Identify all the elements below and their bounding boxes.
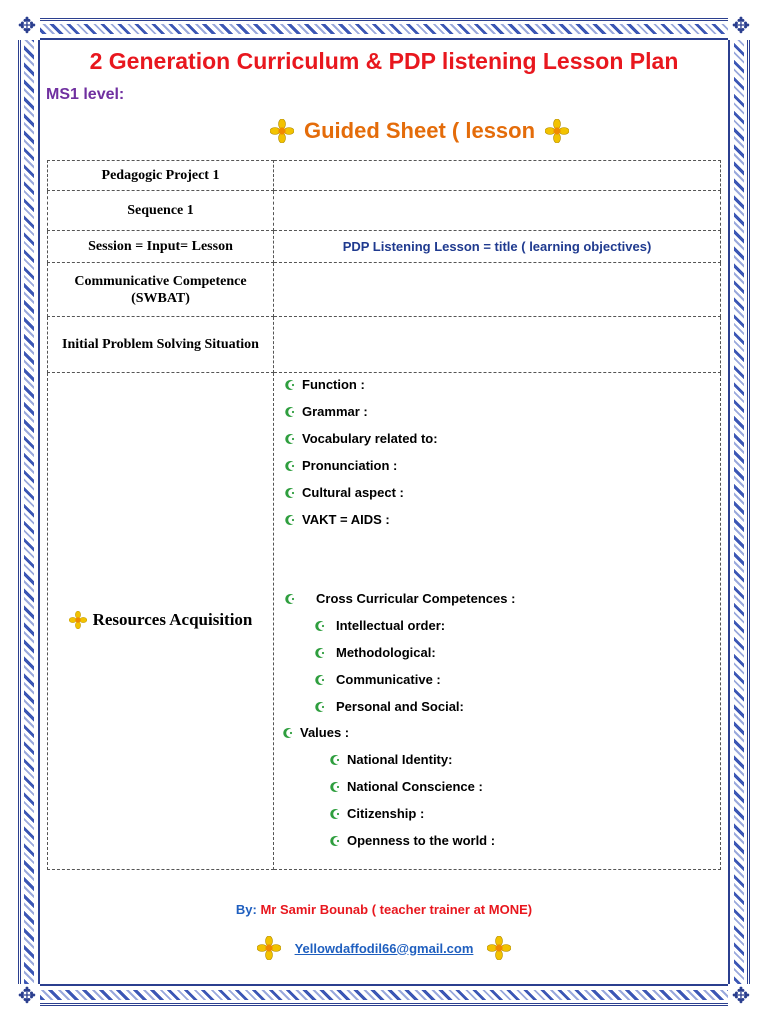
list-item-text: Values :	[300, 725, 350, 740]
list-item	[314, 645, 436, 660]
crescent-bullet-icon	[284, 593, 296, 605]
communicative-competence-label: Communicative Competence (SWBAT)	[48, 263, 274, 317]
list-item-text: Personal and Social:	[336, 699, 464, 714]
list-item-text: National Conscience :	[347, 779, 483, 794]
list-item-text: Citizenship :	[347, 806, 425, 821]
list-item-text: Vocabulary related to:	[302, 431, 438, 446]
crescent-bullet-icon	[329, 808, 341, 820]
list-item-text: Communicative :	[336, 672, 441, 687]
crescent-bullet-icon	[282, 727, 294, 739]
list-item-text: Function :	[302, 377, 365, 392]
daffodil-icon	[487, 936, 511, 960]
corner-ornament-icon: ✥	[728, 984, 754, 1010]
list-item	[284, 404, 368, 419]
list-item	[282, 725, 349, 740]
list-item-text: Methodological:	[336, 645, 436, 660]
list-item-text: Cultural aspect :	[302, 485, 404, 500]
resources-acquisition-value	[274, 373, 721, 870]
list-item	[284, 485, 404, 500]
table-row	[48, 161, 721, 191]
list-item	[329, 779, 483, 794]
daffodil-icon	[69, 611, 87, 629]
daffodil-icon	[270, 119, 294, 143]
list-item	[284, 591, 515, 606]
corner-ornament-icon: ✥	[728, 14, 754, 40]
crescent-bullet-icon	[314, 674, 326, 686]
crescent-bullet-icon	[284, 433, 296, 445]
list-item	[314, 618, 445, 633]
crescent-bullet-icon	[284, 379, 296, 391]
problem-situation-value[interactable]	[274, 317, 721, 373]
pedagogic-project-value[interactable]	[274, 161, 721, 191]
lesson-plan-table	[47, 160, 721, 870]
list-item	[284, 512, 390, 527]
resources-acquisition-text: Resources Acquisition	[92, 610, 253, 629]
problem-situation-label: Initial Problem Solving Situation	[48, 317, 274, 373]
crescent-bullet-icon	[284, 460, 296, 472]
list-item	[329, 806, 424, 821]
session-value[interactable]: PDP Listening Lesson = title ( learning objectives)	[274, 231, 721, 263]
contact-row	[40, 936, 728, 960]
list-item	[284, 377, 365, 392]
list-item	[314, 672, 441, 687]
table-row	[48, 373, 721, 870]
list-item	[314, 699, 464, 714]
crescent-bullet-icon	[284, 406, 296, 418]
list-item	[284, 431, 438, 446]
list-item	[329, 833, 495, 848]
list-item-text: Cross Curricular Competences :	[316, 591, 516, 606]
crescent-bullet-icon	[314, 620, 326, 632]
daffodil-icon	[545, 119, 569, 143]
level-label: MS1 level:	[46, 86, 125, 103]
author-name: Mr Samir Bounab ( teacher trainer at MONE)	[260, 902, 533, 917]
guided-sheet-title: Guided Sheet ( lesson	[304, 118, 536, 143]
list-item-text: Grammar :	[302, 404, 368, 419]
list-item-text: Intellectual order:	[336, 618, 446, 633]
sequence-label: Sequence 1	[48, 191, 274, 231]
table-row	[48, 231, 721, 263]
corner-ornament-icon: ✥	[14, 984, 40, 1010]
document-title: 2 Generation Curriculum & PDP listening Lesson Plan	[89, 48, 679, 74]
resources-acquisition-label	[48, 373, 274, 870]
list-item-text: Openness to the world :	[347, 833, 496, 848]
crescent-bullet-icon	[314, 701, 326, 713]
email-link[interactable]: Yellowdaffodil66@gmail.com	[294, 940, 474, 956]
list-item	[284, 458, 397, 473]
crescent-bullet-icon	[284, 487, 296, 499]
session-label: Session = Input= Lesson	[48, 231, 274, 263]
crescent-bullet-icon	[284, 514, 296, 526]
crescent-bullet-icon	[329, 835, 341, 847]
list-item	[329, 752, 452, 767]
resources-list	[274, 373, 720, 869]
list-item-text: National Identity:	[347, 752, 453, 767]
list-item-text: Pronunciation :	[302, 458, 398, 473]
crescent-bullet-icon	[329, 754, 341, 766]
list-item-text: VAKT = AIDS :	[302, 512, 390, 527]
sequence-value[interactable]	[274, 191, 721, 231]
crescent-bullet-icon	[314, 647, 326, 659]
table-row	[48, 317, 721, 373]
guided-sheet-heading	[270, 118, 630, 144]
corner-ornament-icon: ✥	[14, 14, 40, 40]
table-row	[48, 191, 721, 231]
daffodil-icon	[257, 936, 281, 960]
author-byline	[40, 902, 728, 917]
pedagogic-project-label: Pedagogic Project 1	[48, 161, 274, 191]
by-label: By:	[235, 902, 257, 917]
table-row	[48, 263, 721, 317]
communicative-competence-value[interactable]	[274, 263, 721, 317]
crescent-bullet-icon	[329, 781, 341, 793]
